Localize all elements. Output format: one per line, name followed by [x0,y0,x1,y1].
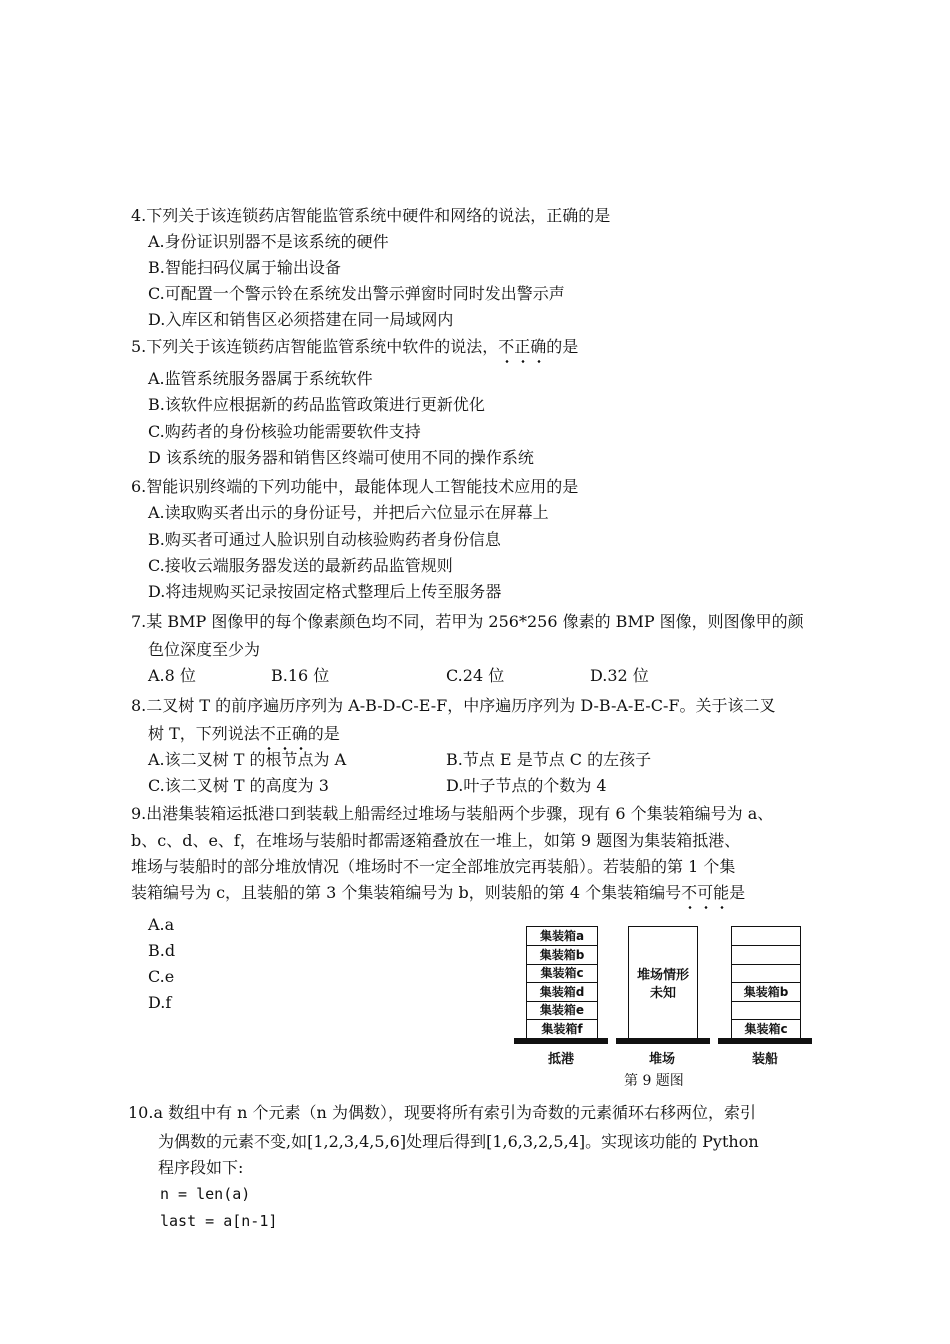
q6-stem: 6.智能识别终端的下列功能中，最能体现人工智能技术应用的是 [131,477,579,496]
yard-text-2: 未知 [649,986,676,1001]
q6-option-a: A.读取购买者出示的身份证号，并把后六位显示在屏幕上 [148,503,549,522]
yard-text-1: 堆场情形 [636,968,689,983]
q8-stem-line1: 8.二叉树 T 的前序遍历序列为 A-B-D-C-E-F，中序遍历序列为 D-B-A-E-C-F。关于该二叉 [131,696,776,715]
q7-option-d: D.32 位 [590,666,649,685]
ship-slot-5 [732,1001,800,1020]
yard-stack [628,926,698,1039]
q5-emphasis: 不正确 [498,337,547,356]
q6-option-d: D.将违规购买记录按固定格式整理后上传至服务器 [148,582,502,601]
q10-stem-line1: 10.a 数组中有 n 个元素（n 为偶数），现要将所有索引为奇数的元素循环右移两位，索引 [128,1103,756,1122]
arrival-box-d: 集装箱d [527,983,597,1002]
ship-box-b: 集装箱b [732,983,800,1002]
q4-stem: 4.下列关于该连锁药店智能监管系统中硬件和网络的说法，正确的是 [131,206,611,225]
q8-option-d: D.叶子节点的个数为 4 [446,776,607,795]
label-arrival: 抵港 [547,1052,574,1067]
label-yard: 堆场 [648,1052,675,1067]
figure-caption: 第 9 题图 [624,1073,684,1089]
q9-option-d: D.f [148,993,172,1012]
q10-code-line1: n = len(a) [160,1185,251,1203]
yard-ground [616,1038,710,1044]
q9-stem-line4-end: 是 [729,883,746,902]
q10-stem-line2: 为偶数的元素不变,如[1,2,3,4,5,6]处理后得到[1,6,3,2,5,4]。实现该功能的 Python [158,1132,759,1151]
q9-emphasis: 不可能 [681,883,730,902]
q5-stem-text: 5.下列关于该连锁药店智能监管系统中软件的说法， [131,337,499,356]
q4-option-b: B.智能扫码仪属于输出设备 [148,258,341,277]
q8-stem-line2-text: 树 T，下列说法 [148,724,260,743]
arrival-box-c: 集装箱c [527,964,597,983]
q8-emphasis: 不正确 [259,724,308,743]
q5-option-b: B.该软件应根据新的药品监管政策进行更新优化 [148,395,485,414]
q7-option-a: A.8 位 [148,666,196,685]
q9-stem-line4-text: 装箱编号为 c，且装船的第 3 个集装箱编号为 b，则装船的第 4 个集装箱编号 [131,883,682,902]
q9-stem-line1: 9.出港集装箱运抵港口到装载上船需经过堆场与装船两个步骤，现有 6 个集装箱编号为 a、 [131,804,774,823]
q8-option-b: B.节点 E 是节点 C 的左孩子 [446,750,652,769]
ship-stack [731,926,801,1039]
q9-stem-line2: b、c、d、e、f，在堆场与装船时都需逐箱叠放在一堆上，如第 9 题图为集装箱抵港、 [131,831,741,850]
ship-slot-2 [732,946,800,965]
ship-ground [718,1038,812,1044]
arrival-box-b: 集装箱b [527,946,597,965]
q6-option-c: C.接收云端服务器发送的最新药品监管规则 [148,556,453,575]
q9-stem-line3: 堆场与装船时的部分堆放情况（堆场时不一定全部堆放完再装船）。若装船的第 1 个集 [131,857,736,876]
arrival-box-a: 集装箱a [527,927,597,946]
arrival-ground [514,1038,608,1044]
arrival-box-e: 集装箱e [527,1001,597,1020]
q4-option-a: A.身份证识别器不是该系统的硬件 [148,232,389,251]
q8-option-a: A.该二叉树 T 的根节点为 A [148,750,347,769]
label-ship: 装船 [751,1052,778,1067]
ship-box-c: 集装箱c [732,1020,800,1039]
arrival-stack [526,926,598,1039]
q9-option-a: A.a [148,915,175,934]
q9-stem-line4 [131,883,745,903]
ship-slot-1 [732,927,800,946]
q8-option-c: C.该二叉树 T 的高度为 3 [148,776,329,795]
q10-code-line2: last = a[n-1] [160,1212,278,1230]
q6-option-b: B.购买者可通过人脸识别自动核验购药者身份信息 [148,530,501,549]
q7-option-b: B.16 位 [271,666,330,685]
q7-option-c: C.24 位 [446,666,505,685]
q5-stem-end: 的是 [546,337,579,356]
q5-option-d: D 该系统的服务器和销售区终端可使用不同的操作系统 [148,448,534,467]
ship-slot-3 [732,964,800,983]
q7-stem-line1: 7.某 BMP 图像甲的每个像素颜色均不同，若甲为 256*256 像素的 BMP 图像，则图像甲的颜 [131,612,804,631]
q5-stem [131,337,578,357]
q8-stem-line2 [148,724,340,744]
q5-option-a: A.监管系统服务器属于系统软件 [148,369,373,388]
q10-stem-line3: 程序段如下: [158,1158,244,1177]
q7-stem-line2: 色位深度至少为 [148,640,261,659]
q9-option-c: C.e [148,967,175,986]
q8-stem-line2-end: 的是 [307,724,340,743]
q9-figure [512,922,812,1097]
q9-option-b: B.d [148,941,176,960]
q4-option-d: D.入库区和销售区必须搭建在同一局域网内 [148,310,454,329]
q4-option-c: C.可配置一个警示铃在系统发出警示弹窗时同时发出警示声 [148,284,565,303]
arrival-box-f: 集装箱f [527,1020,597,1039]
q5-option-c: C.购药者的身份核验功能需要软件支持 [148,422,421,441]
